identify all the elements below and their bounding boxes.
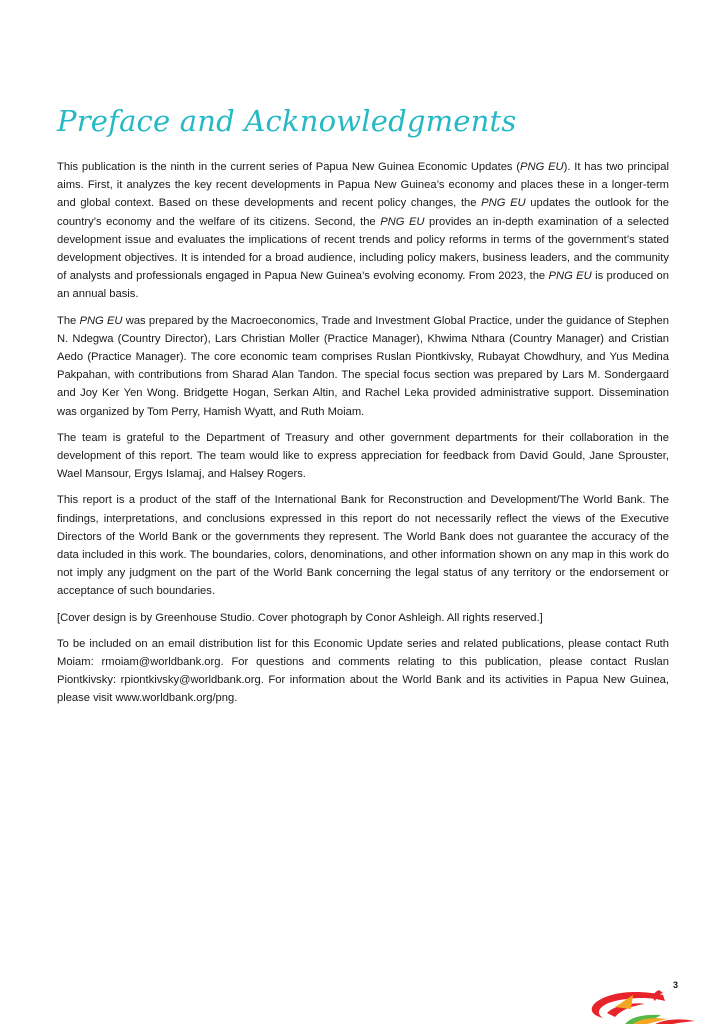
text-run: This publication is the ninth in the current series of Papua New Guinea Economic Updates (	[57, 161, 521, 173]
publication-abbreviation: PNG EU	[481, 197, 526, 210]
page-title: Preface and Acknowledgments	[57, 104, 517, 138]
publication-abbreviation: PNG EU	[79, 314, 123, 327]
paragraph-cover-credit	[57, 609, 669, 627]
text-run: This report is a product of the staff of the International Bank for Reconstruction and Development/The World Bank. The findings, interpretations, and conclusions expressed in this report do not necessarily reflect the views of the Executive Directors of the World Bank or the governments they represent. The World Bank does not guarantee the accuracy of the data included in this work. The boundaries, colors, denominations, and other information shown on any map in this work do not imply any judgment on the part of the World Bank concerning the legal status of any territory or the endorsement or acceptance of such boundaries.	[57, 494, 669, 598]
publication-abbreviation: PNG EU	[520, 161, 564, 173]
paragraph-gratitude	[57, 429, 669, 484]
paragraph-purpose	[57, 158, 669, 304]
text-run: The team is grateful to the Department of Treasury and other government departments for their collaboration in the development of this report. The team would like to express appreciation for feedback from David Gould, Jane Sprouster, Wael Mansour, Ergys Islamaj, and Halsey Rogers.	[57, 431, 669, 481]
text-run: is produced on an annual basis.	[57, 270, 670, 301]
text-run: The	[57, 314, 80, 327]
text-run: ). It has two principal aims. First, it analyzes the key recent developments in Papua New Guinea’s economy and places these in a longer-term and global context. Based on these developments and recent policy changes, the	[57, 161, 669, 210]
paragraph-disclaimer	[57, 491, 669, 600]
paragraph-contact	[57, 635, 669, 708]
text-run: updates the outlook for the country’s economy and the welfare of its citizens. Second, the	[57, 197, 669, 228]
paragraph-team	[57, 312, 669, 421]
text-run: To be included on an email distribution list for this Economic Update series and related publications, please contact Ruth Moiam: rmoiam@worldbank.org. For questions and comments relating to this publication, please contact Ruslan Piontkivsky: rpiontkivsky@worldbank.org. For information about the World Bank and its activities in Papua New Guinea, please visit www.worldbank.org/png.	[57, 637, 669, 705]
page-number: 3	[673, 980, 679, 990]
bird-of-paradise-logo-icon	[585, 985, 724, 1024]
text-run: [Cover design is by Greenhouse Studio. Cover photograph by Conor Ashleigh. All rights reserved.]	[57, 611, 543, 624]
publication-abbreviation: PNG EU	[548, 270, 592, 283]
publication-abbreviation: PNG EU	[380, 215, 425, 228]
text-run: provides an in-depth examination of a selected development issue and evaluates the implications of recent trends and policy reforms in terms of the government’s stated development objectives. It is intended for a broad audience, including policy makers, business leaders, and the community of analysts and professionals engaged in Papua New Guinea’s evolving economy. From 2023, the	[57, 215, 669, 283]
text-run: was prepared by the Macroeconomics, Trade and Investment Global Practice, under the guidance of Stephen N. Ndegwa (Country Director), Lars Christian Moller (Practice Manager), Khwima Nthara (Country Manager) and Cristian Aedo (Practice Manager). The core economic team comprises Ruslan Piontkivsky, Rubayat Chowdhury, and Yus Medina Pakpahan, with contributions from Sharad Alan Tandon. The special focus section was prepared by Lars M. Sondergaard and Joy Ker Yen Wong. Bridgette Hogan, Serkan Altin, and Rachel Leka provided administrative support. Dissemination was organized by Tom Perry, Hamish Wyatt, and Ruth Moiam.	[57, 314, 669, 418]
body-text	[57, 158, 669, 716]
